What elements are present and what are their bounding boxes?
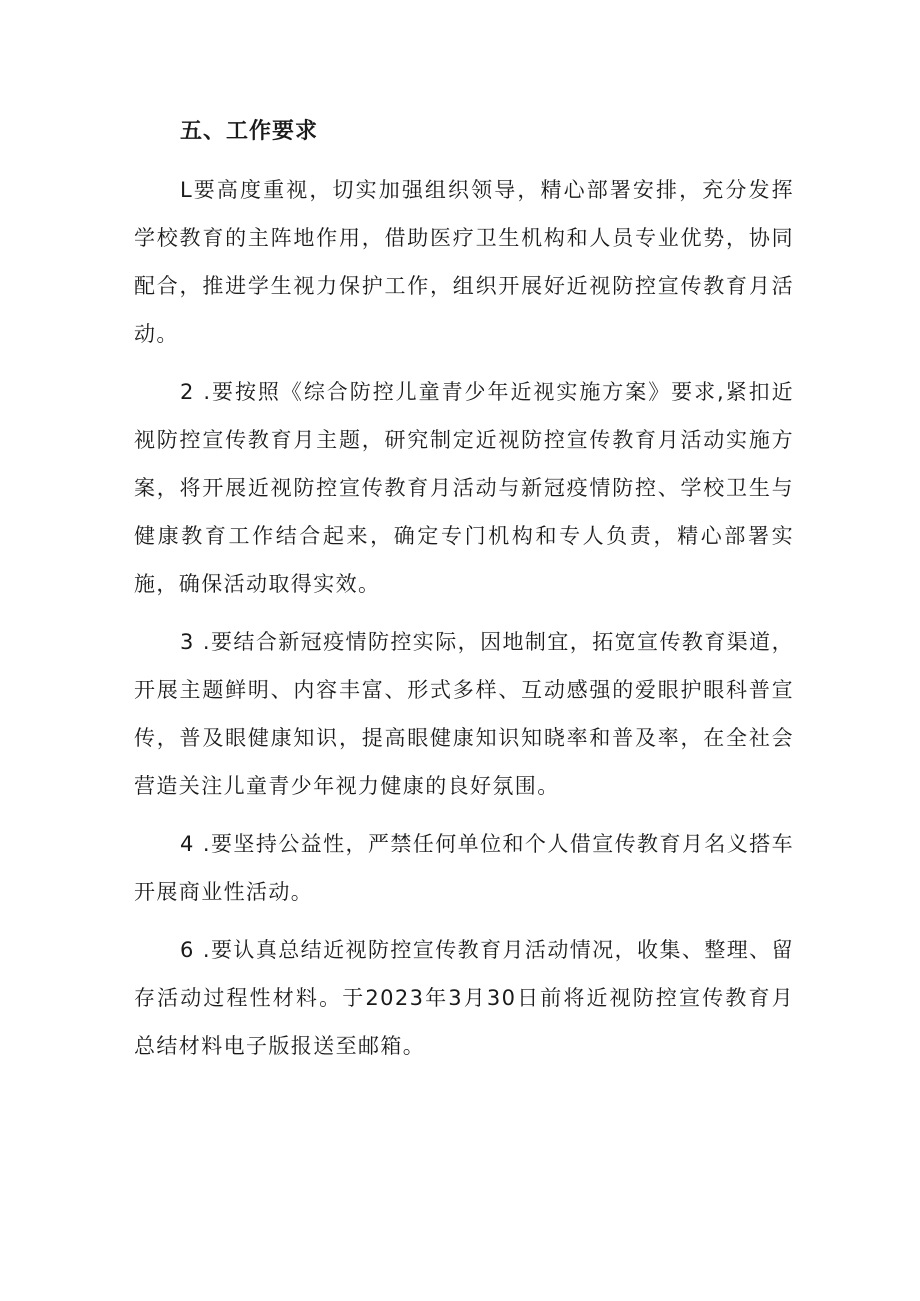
section-heading: 五、工作要求 — [180, 119, 319, 144]
requirement-item-1: L要高度重视，切实加强组织领导，精心部署安排，充分发挥学校教育的主阵地作用，借助医疗卫生机构和人员专业优势，协同配合，推进学生视力保护工作，组织开展好近视防控宣传教育月活动。 — [134, 178, 794, 346]
requirement-item-3: 3 .要结合新冠疫情防控实际，因地制宜，拓宽宣传教育渠道，开展主题鲜明、内容丰富、形式多样、互动感强的爱眼护眼科普宣传，普及眼健康知识，提高眼健康知识知晓率和普及率，在全社会营造关注儿童青少年视力健康的良好氛围。 — [134, 630, 794, 798]
requirement-item-5: 6 .要认真总结近视防控宣传教育月活动情况，收集、整理、留存活动过程性材料。于2023年3月30日前将近视防控宣传教育月总结材料电子版报送至邮箱。 — [134, 938, 794, 1058]
requirement-item-4: 4 .要坚持公益性，严禁任何单位和个人借宣传教育月名义搭车开展商业性活动。 — [134, 832, 794, 904]
document-body — [134, 112, 794, 1080]
requirement-item-2: 2 .要按照《综合防控儿童青少年近视实施方案》要求,紧扣近视防控宣传教育月主题，研究制定近视防控宣传教育月活动实施方案，将开展近视防控宣传教育月活动与新冠疫情防控、学校卫生与健康教育工作结合起来，确定专门机构和专人负责，精心部署实施，确保活动取得实效。 — [134, 380, 794, 596]
